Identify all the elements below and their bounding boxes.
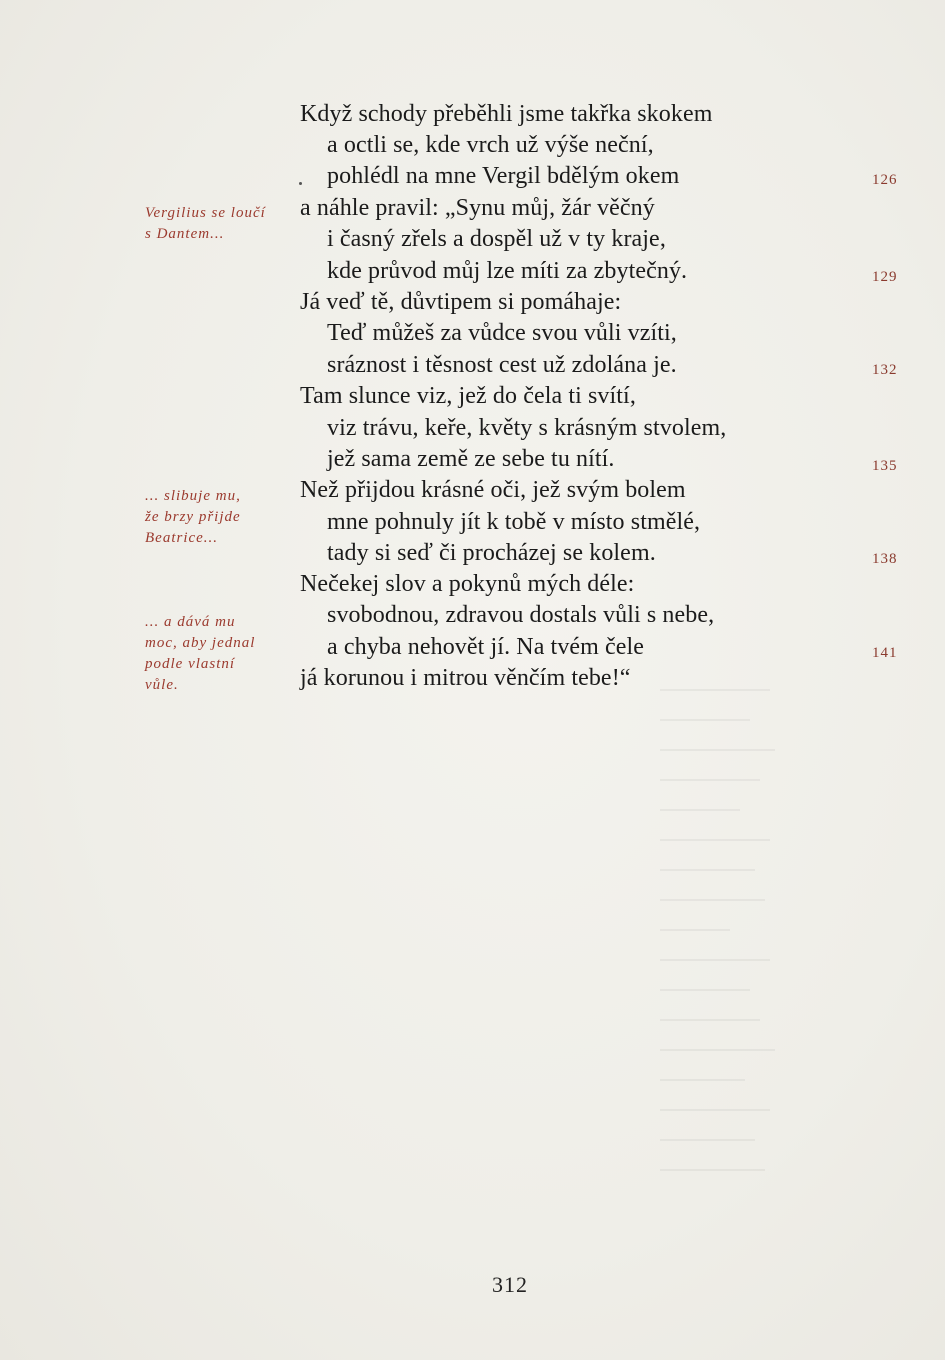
verse-line: Já veď tě, důvtipem si pomáhaje: <box>300 289 622 315</box>
gloss-line: Beatrice... <box>145 530 219 546</box>
verse-line: a octli se, kde vrch už výše neční, <box>327 132 654 158</box>
stray-dot-mark <box>299 182 302 185</box>
gloss-line: že brzy přijde <box>145 509 241 525</box>
verse-line: mne pohnuly jít k tobě v místo stmělé, <box>327 509 701 535</box>
verse-line: Nečekej slov a pokynů mých déle: <box>300 571 635 597</box>
verse-line: pohlédl na mne Vergil bdělým okem <box>327 163 680 189</box>
margin-gloss <box>145 486 241 549</box>
verse-line: viz trávu, keře, květy s krásným stvolem, <box>327 415 727 441</box>
page-number: 312 <box>492 1272 528 1297</box>
line-number: 138 <box>872 551 898 567</box>
line-number: 126 <box>872 172 898 188</box>
gloss-line: ... slibuje mu, <box>145 488 241 504</box>
line-number: 132 <box>872 362 898 378</box>
verse-line: tady si seď či procházej se kolem. <box>327 540 656 566</box>
margin-gloss <box>145 203 266 245</box>
verse-line: já korunou i mitrou věnčím tebe!“ <box>300 665 631 691</box>
bleed-through-texture <box>660 680 780 1200</box>
verse-line: a náhle pravil: „Synu můj, žár věčný <box>300 195 655 221</box>
gloss-line: Vergilius se loučí <box>145 205 266 221</box>
line-number: 135 <box>872 458 898 474</box>
verse-line: Když schody přeběhli jsme takřka skokem <box>300 101 713 127</box>
margin-gloss <box>145 612 255 696</box>
verse-line: Než přijdou krásné oči, jež svým bolem <box>300 477 686 503</box>
verse-line: sráznost i těsnost cest už zdolána je. <box>327 352 677 378</box>
verse-line: kde průvod můj lze míti za zbytečný. <box>327 258 688 284</box>
line-number: 141 <box>872 645 898 661</box>
verse-line: jež sama země ze sebe tu nítí. <box>327 446 615 472</box>
gloss-line: ... a dává mu <box>145 614 236 630</box>
verse-line: svobodnou, zdravou dostals vůli s nebe, <box>327 602 715 628</box>
verse-line: Teď můžeš za vůdce svou vůli vzíti, <box>327 320 677 346</box>
verse-line: a chyba nehovět jí. Na tvém čele <box>327 634 645 660</box>
gloss-line: s Dantem... <box>145 226 225 242</box>
gloss-line: vůle. <box>145 677 179 693</box>
verse-line: Tam slunce viz, jež do čela ti svítí, <box>300 383 636 409</box>
gloss-line: podle vlastní <box>145 656 236 672</box>
verse-line: i časný zřels a dospěl už v ty kraje, <box>327 226 666 252</box>
gloss-line: moc, aby jednal <box>145 635 256 651</box>
line-number: 129 <box>872 269 898 285</box>
